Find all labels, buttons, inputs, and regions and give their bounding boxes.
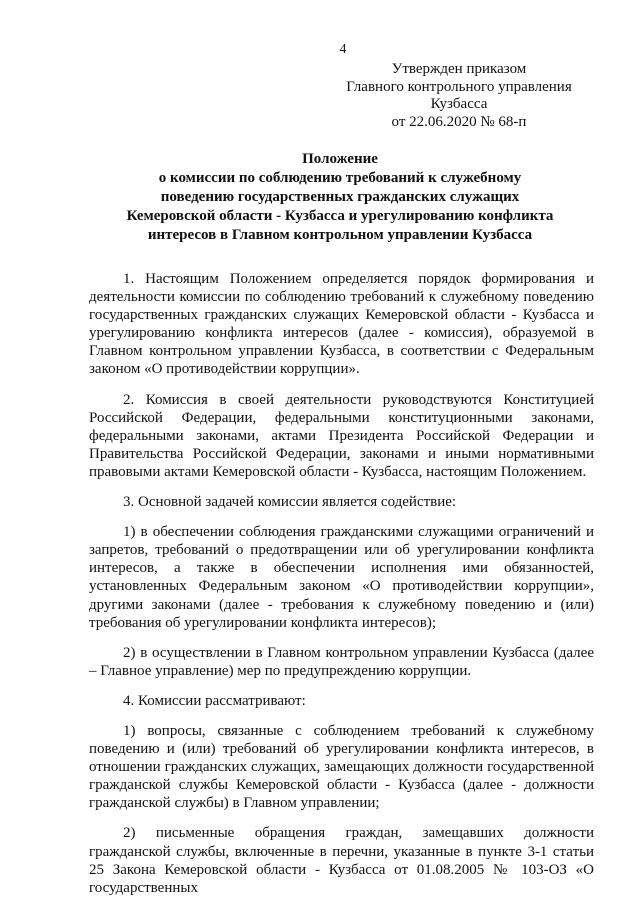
paragraph: 3. Основной задачей комиссии является содействие: [123, 494, 457, 511]
title-line: поведению государственных гражданских служащих [160, 189, 520, 205]
approval-line: Главного контрольного управления [346, 78, 572, 95]
paragraph: 2) письменные обращения граждан, замещавших должности гражданской службы, включенные в перечни, указанные в пункте 3-1 статьи 25 Закона Кемеровской области - Кузбасса от 01.08.2005 № 103-ОЗ «О государственных [89, 825, 594, 896]
approval-line: Кузбасса [430, 96, 488, 112]
paragraph: 1. Настоящим Положением определяется порядок формирования и деятельности комиссии по соблюдению требований к служебному поведению государственных гражданских служащих Кемеровской области - Кузбасса и урегулированию конфликта интересов (далее - комиссия), образуемой в Главном контрольном управлении Кузбасса, в соответствии с Федеральным законом «О противодействии коррупции». [89, 271, 594, 378]
title-line: Положение [302, 151, 378, 167]
title-line: о комиссии по соблюдению требований к служебному [158, 170, 522, 186]
title-line: интересов в Главном контрольном управлении Кузбасса [147, 227, 533, 243]
title-line: Кемеровской области - Кузбасса и урегулированию конфликта [126, 208, 554, 224]
approval-line: Утвержден приказом [391, 61, 527, 77]
paragraph: 4. Комиссии рассматривают: [123, 692, 306, 709]
paragraph: 1) вопросы, связанные с соблюдением требований к служебному поведению и (или) требований об урегулировании конфликта интересов, в отношении гражданских служащих, замещающих должности государственной гражданской службы Кемеровской области - Кузбасса (далее - должности гражданской службы) в Главном управлении; [89, 722, 594, 812]
approval-stamp [330, 61, 588, 131]
paragraph: 2) в осуществлении в Главном контрольном управлении Кузбасса (далее – Главное управление) мер по предупреждению коррупции. [89, 644, 594, 679]
document-title [90, 150, 590, 245]
paragraph: 1) в обеспечении соблюдения гражданскими служащими ограничений и запретов, требований о предотвращении или об урегулировании конфликта интересов, а также в обеспечении исполнения ими обязанностей, установленных Федеральным законом «О противодействии коррупции», другими законами (далее - требования к служебному поведению и (или) требования об урегулировании конфликта интересов); [89, 524, 594, 631]
page-number: 4 [339, 41, 347, 56]
document-body [89, 270, 594, 909]
paragraph: 2. Комиссия в своей деятельности руководствуются Конституцией Российской Федерации, федеральными конституционными законами, федеральными законами, актами Президента Российской Федерации и Правительства Российской Федерации, законами и иными нормативными правовыми актами Кемеровской области - Кузбасса, настоящим Положением. [89, 391, 594, 480]
approval-line: от 22.06.2020 № 68-п [391, 113, 527, 130]
